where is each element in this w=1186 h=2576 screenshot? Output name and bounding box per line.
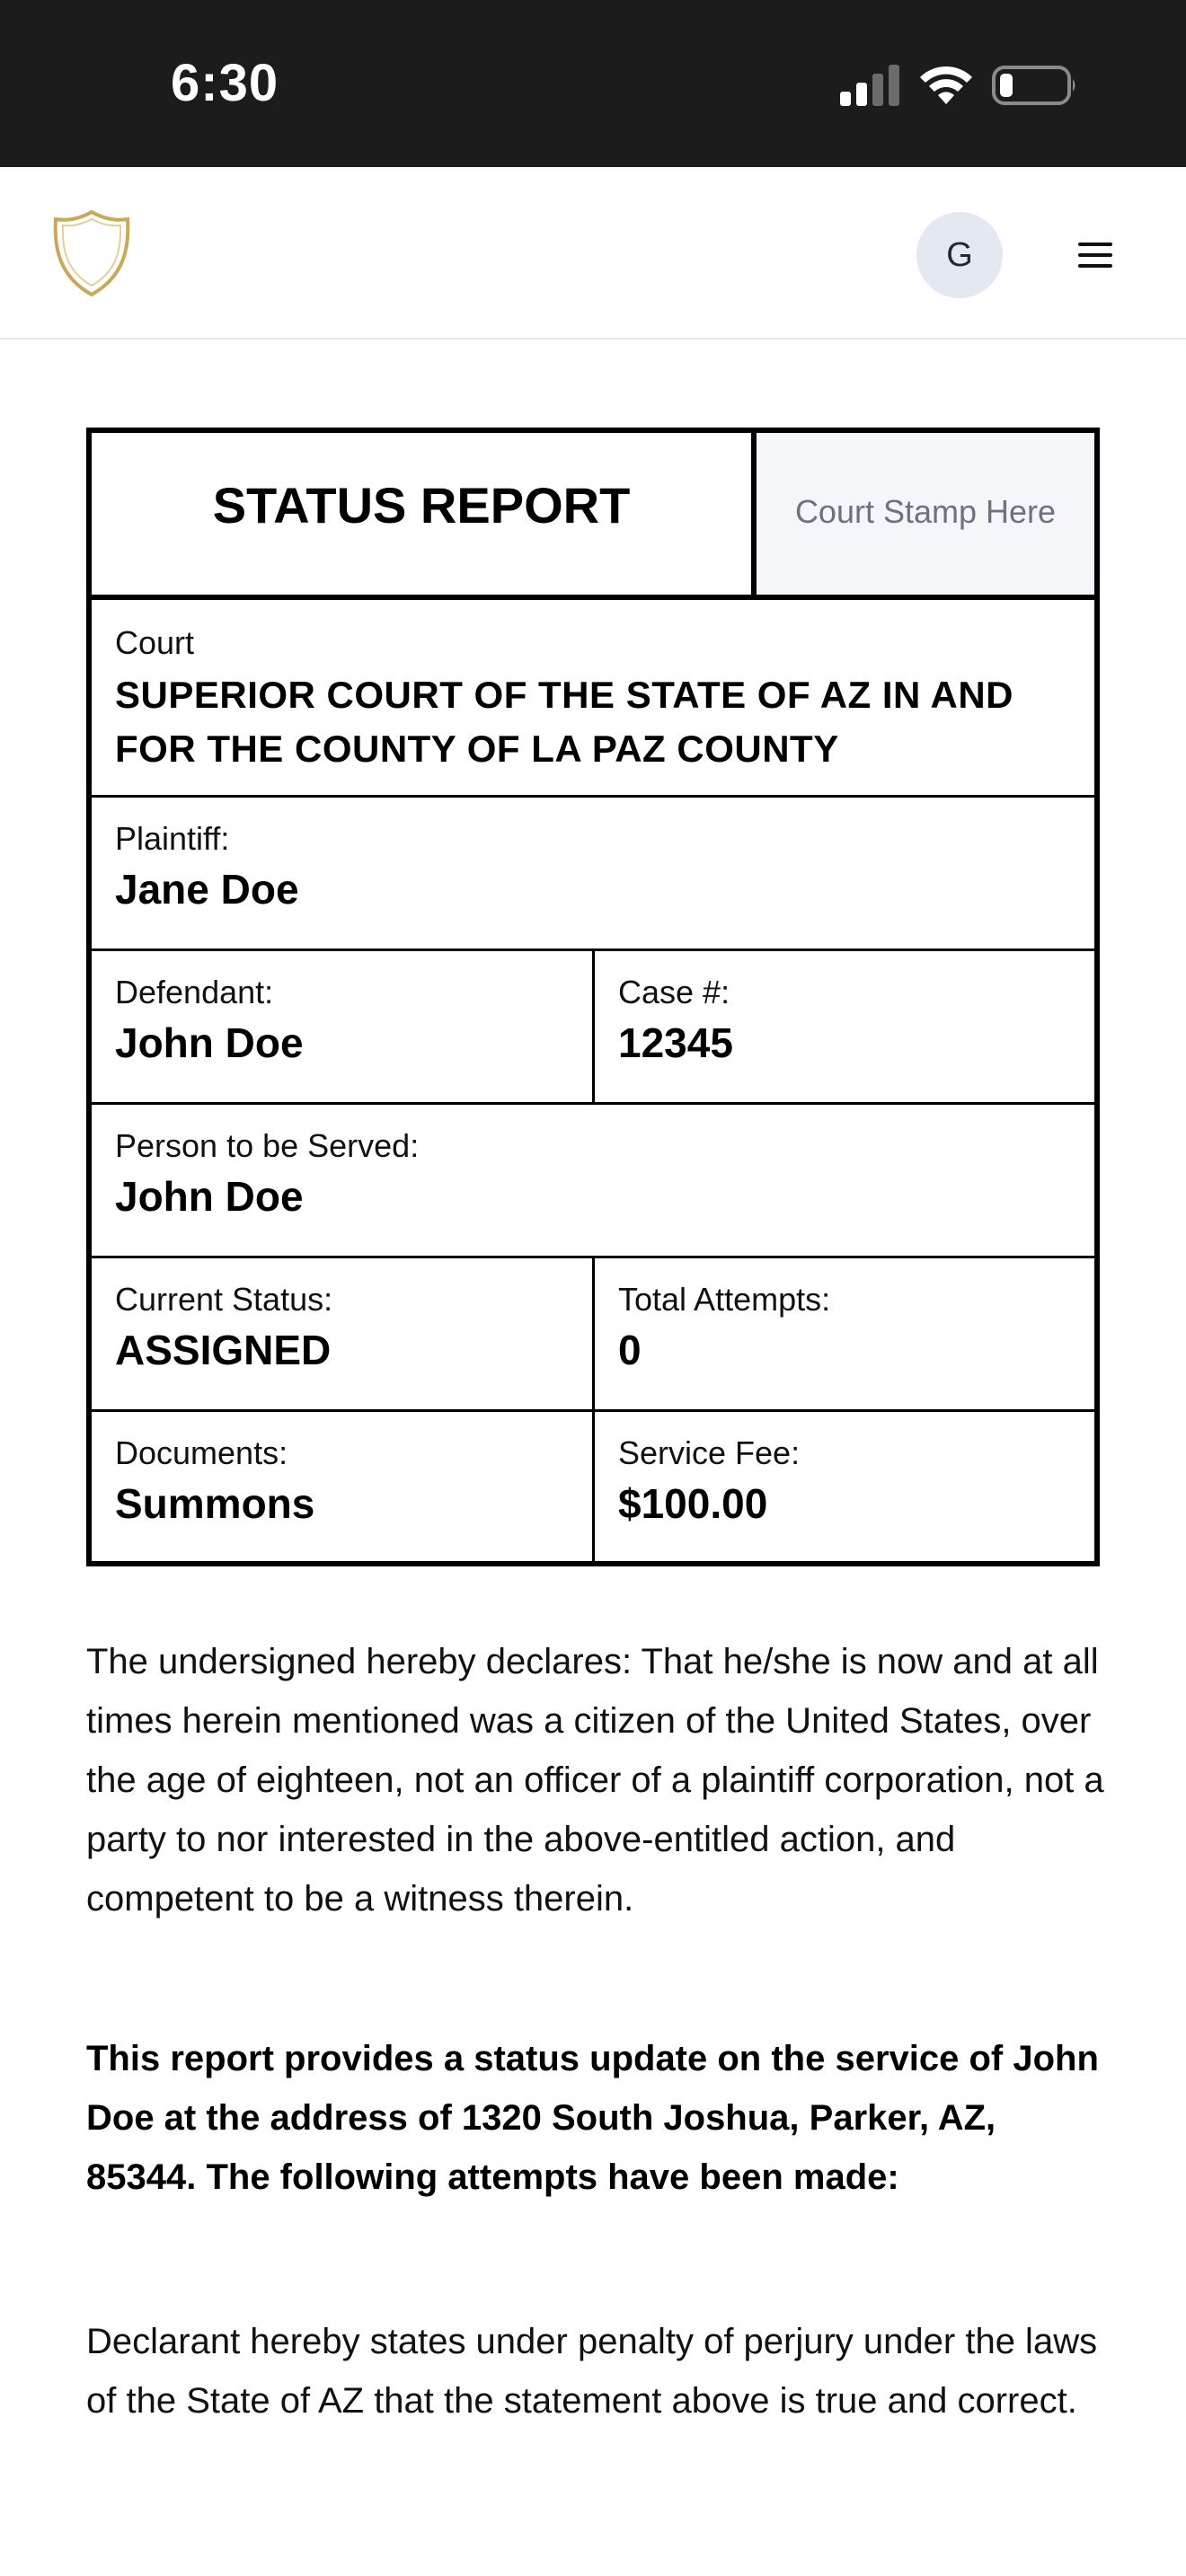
current-status-value: ASSIGNED bbox=[115, 1327, 332, 1373]
case-number-label: Case #: bbox=[618, 974, 730, 1010]
status-time: 6:30 bbox=[171, 54, 279, 112]
battery-icon bbox=[992, 65, 1078, 106]
user-avatar[interactable]: G bbox=[916, 212, 1003, 298]
court-stamp-area bbox=[757, 433, 1094, 595]
documents-label: Documents: bbox=[115, 1434, 288, 1471]
plaintiff-row bbox=[92, 798, 1094, 951]
attempts-intro-paragraph: This report provides a status update on the service of John Doe at the address of 1320 South Joshua, Parker, AZ, 85344. The following attempts have been made: bbox=[86, 2039, 1099, 2197]
current-status-cell bbox=[92, 1258, 595, 1409]
status-report-table bbox=[86, 428, 1100, 1566]
status-bar bbox=[0, 0, 1186, 167]
documents-fee-row bbox=[92, 1412, 1094, 1561]
plaintiff-label: Plaintiff: bbox=[115, 820, 230, 857]
person-to-be-served-row bbox=[92, 1105, 1094, 1258]
shield-logo-icon[interactable] bbox=[50, 208, 133, 298]
defendant-value: John Doe bbox=[115, 1019, 304, 1066]
service-fee-value: $100.00 bbox=[618, 1480, 768, 1527]
defendant-cell bbox=[92, 951, 595, 1102]
plaintiff-value: Jane Doe bbox=[115, 866, 299, 913]
current-status-label: Current Status: bbox=[115, 1281, 333, 1318]
total-attempts-label: Total Attempts: bbox=[618, 1281, 831, 1318]
report-title-cell bbox=[92, 433, 757, 595]
declaration-paragraph: The undersigned hereby declares: That he/she is now and at all times herein mentioned was a citizen of the United States, over the age of eighteen, not an officer of a plaintiff corporation, not a party to nor interested in the above-entitled action, and competent to be a witness therein. bbox=[86, 1642, 1104, 1919]
defendant-case-row bbox=[92, 951, 1094, 1105]
total-attempts-cell bbox=[595, 1258, 1094, 1409]
documents-value: Summons bbox=[115, 1480, 315, 1527]
wifi-icon bbox=[918, 63, 974, 106]
report-title: STATUS REPORT bbox=[212, 477, 631, 534]
case-number-cell bbox=[595, 951, 1094, 1102]
perjury-statement-paragraph: Declarant hereby states under penalty of perjury under the laws of the State of AZ that the statement above is true and correct. bbox=[86, 2322, 1098, 2421]
app-header bbox=[0, 167, 1186, 340]
hamburger-menu-icon[interactable] bbox=[1071, 226, 1120, 284]
case-number-value: 12345 bbox=[618, 1019, 733, 1066]
court-row bbox=[92, 600, 1094, 798]
court-value: SUPERIOR COURT OF THE STATE OF AZ IN AND FOR THE COUNTY OF LA PAZ COUNTY bbox=[115, 674, 1013, 770]
report-title-row bbox=[92, 433, 1094, 600]
signal-icon bbox=[840, 65, 901, 106]
court-label: Court bbox=[115, 624, 195, 661]
documents-cell bbox=[92, 1412, 595, 1561]
person-to-be-served-label: Person to be Served: bbox=[115, 1127, 420, 1164]
defendant-label: Defendant: bbox=[115, 974, 274, 1010]
court-stamp-placeholder: Court Stamp Here bbox=[794, 493, 1057, 530]
service-fee-cell bbox=[595, 1412, 1094, 1561]
status-attempts-row bbox=[92, 1258, 1094, 1412]
person-to-be-served-value: John Doe bbox=[115, 1173, 304, 1220]
service-fee-label: Service Fee: bbox=[618, 1434, 801, 1471]
total-attempts-value: 0 bbox=[618, 1327, 642, 1373]
